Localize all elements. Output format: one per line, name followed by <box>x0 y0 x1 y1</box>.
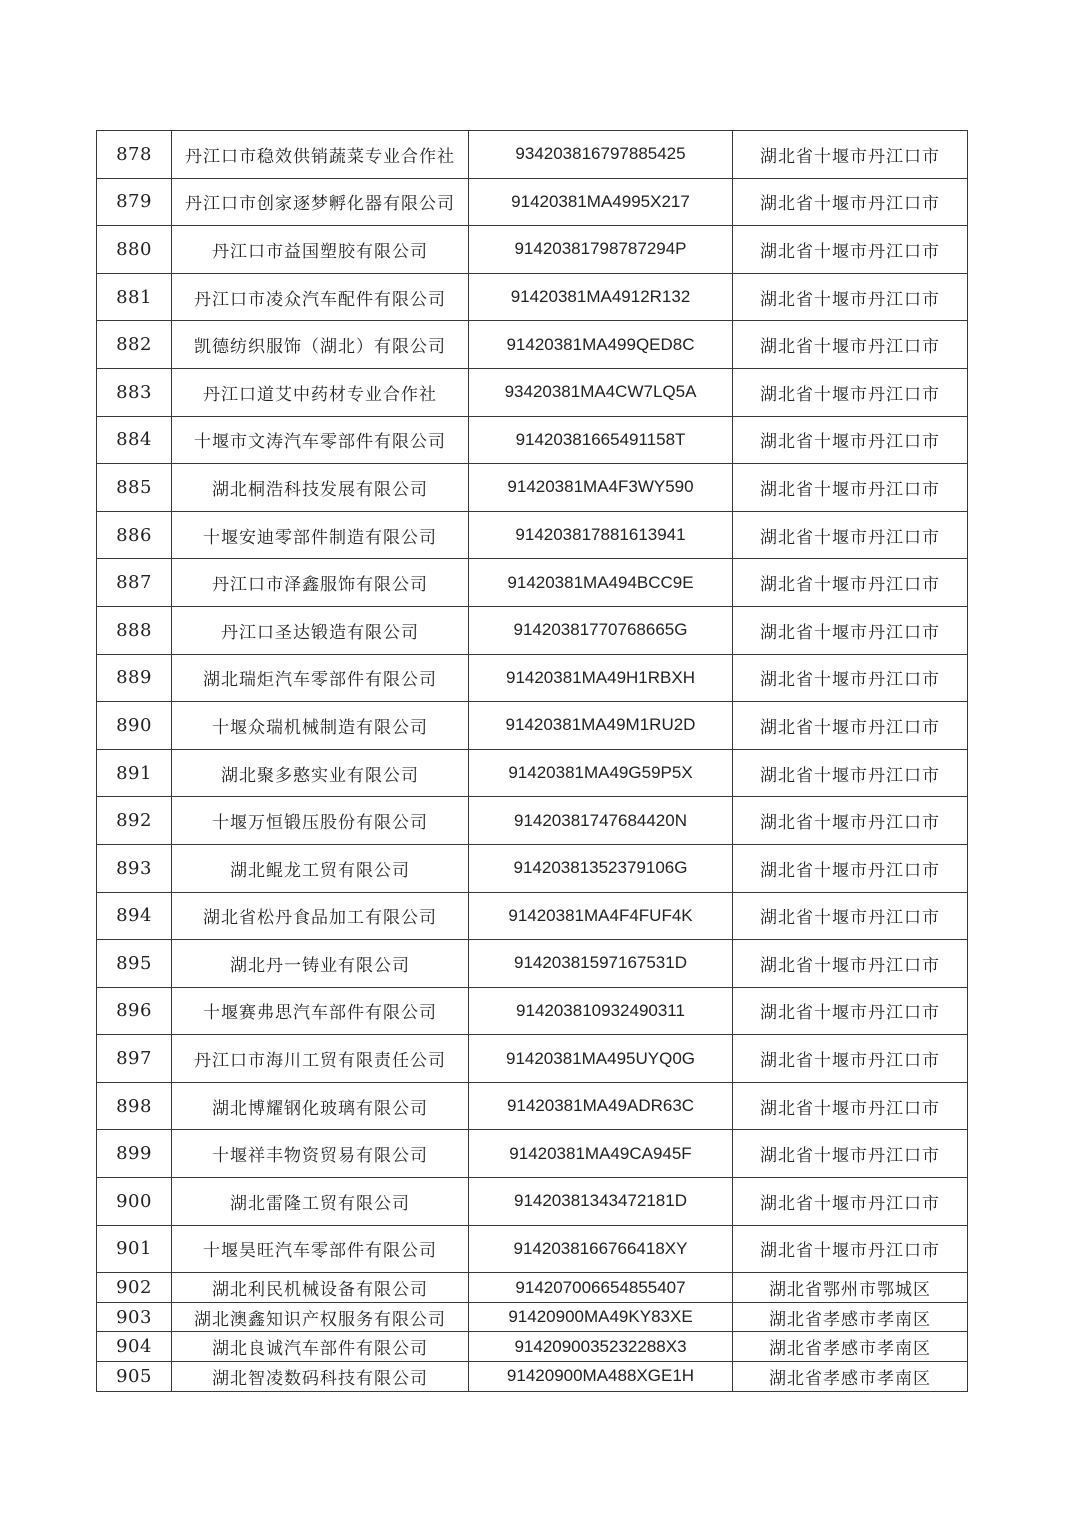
company-name-cell: 湖北澳鑫知识产权服务有限公司 <box>172 1302 469 1332</box>
row-number-cell: 899 <box>97 1130 172 1178</box>
credit-code-cell: 914203810932490311 <box>469 987 733 1035</box>
row-number-cell: 884 <box>97 416 172 464</box>
row-number-cell: 897 <box>97 1035 172 1083</box>
company-name-cell: 丹江口市创家逐梦孵化器有限公司 <box>172 178 469 226</box>
credit-code-cell: 914207006654855407 <box>469 1273 733 1303</box>
company-name-cell: 十堰昊旺汽车零部件有限公司 <box>172 1225 469 1273</box>
credit-code-cell: 91420381665491158T <box>469 416 733 464</box>
region-cell: 湖北省十堰市丹江口市 <box>733 178 968 226</box>
region-cell: 湖北省十堰市丹江口市 <box>733 321 968 369</box>
table-row <box>97 749 968 797</box>
row-number-cell: 889 <box>97 654 172 702</box>
table-row <box>97 368 968 416</box>
table-row <box>97 178 968 226</box>
company-name-cell: 十堰市文涛汽车零部件有限公司 <box>172 416 469 464</box>
row-number-cell: 885 <box>97 464 172 512</box>
credit-code-cell: 9142038166766418XY <box>469 1225 733 1273</box>
enterprise-registry-table <box>96 130 968 1392</box>
credit-code-cell: 91420381MA49H1RBXH <box>469 654 733 702</box>
table-row <box>97 654 968 702</box>
region-cell: 湖北省孝感市孝南区 <box>733 1332 968 1362</box>
row-number-cell: 895 <box>97 940 172 988</box>
table-row <box>97 844 968 892</box>
company-name-cell: 湖北省松丹食品加工有限公司 <box>172 892 469 940</box>
row-number-cell: 901 <box>97 1225 172 1273</box>
table-row <box>97 1362 968 1392</box>
region-cell: 湖北省十堰市丹江口市 <box>733 892 968 940</box>
table-row <box>97 1178 968 1226</box>
region-cell: 湖北省十堰市丹江口市 <box>733 1035 968 1083</box>
company-name-cell: 丹江口市稳效供销蔬菜专业合作社 <box>172 131 469 179</box>
row-number-cell: 878 <box>97 131 172 179</box>
row-number-cell: 892 <box>97 797 172 845</box>
credit-code-cell: 91420381MA49CA945F <box>469 1130 733 1178</box>
credit-code-cell: 91420381770768665G <box>469 606 733 654</box>
region-cell: 湖北省十堰市丹江口市 <box>733 464 968 512</box>
credit-code-cell: 934203816797885425 <box>469 131 733 179</box>
table-row <box>97 797 968 845</box>
company-name-cell: 十堰赛弗思汽车部件有限公司 <box>172 987 469 1035</box>
table-row <box>97 131 968 179</box>
region-cell: 湖北省十堰市丹江口市 <box>733 1178 968 1226</box>
company-name-cell: 湖北智凌数码科技有限公司 <box>172 1362 469 1392</box>
company-name-cell: 湖北利民机械设备有限公司 <box>172 1273 469 1303</box>
company-name-cell: 丹江口市凌众汽车配件有限公司 <box>172 273 469 321</box>
row-number-cell: 888 <box>97 606 172 654</box>
table-row <box>97 1130 968 1178</box>
company-name-cell: 湖北博耀钢化玻璃有限公司 <box>172 1082 469 1130</box>
row-number-cell: 904 <box>97 1332 172 1362</box>
table-row <box>97 1332 968 1362</box>
table-row <box>97 1035 968 1083</box>
company-name-cell: 丹江口圣达锻造有限公司 <box>172 606 469 654</box>
row-number-cell: 883 <box>97 368 172 416</box>
region-cell: 湖北省十堰市丹江口市 <box>733 416 968 464</box>
table-row <box>97 940 968 988</box>
credit-code-cell: 91420381MA499QED8C <box>469 321 733 369</box>
table-row <box>97 892 968 940</box>
region-cell: 湖北省十堰市丹江口市 <box>733 749 968 797</box>
company-name-cell: 十堰祥丰物资贸易有限公司 <box>172 1130 469 1178</box>
company-name-cell: 凯德纺织服饰（湖北）有限公司 <box>172 321 469 369</box>
table-row <box>97 1225 968 1273</box>
table-row <box>97 987 968 1035</box>
credit-code-cell: 91420900MA49KY83XE <box>469 1302 733 1332</box>
row-number-cell: 896 <box>97 987 172 1035</box>
region-cell: 湖北省鄂州市鄂城区 <box>733 1273 968 1303</box>
table-row <box>97 1082 968 1130</box>
company-name-cell: 湖北瑞炬汽车零部件有限公司 <box>172 654 469 702</box>
region-cell: 湖北省十堰市丹江口市 <box>733 702 968 750</box>
row-number-cell: 881 <box>97 273 172 321</box>
region-cell: 湖北省十堰市丹江口市 <box>733 273 968 321</box>
credit-code-cell: 91420381MA495UYQ0G <box>469 1035 733 1083</box>
row-number-cell: 886 <box>97 511 172 559</box>
credit-code-cell: 91420900MA488XGE1H <box>469 1362 733 1392</box>
registry-table-body <box>97 131 968 1392</box>
credit-code-cell: 91420381MA4995X217 <box>469 178 733 226</box>
region-cell: 湖北省十堰市丹江口市 <box>733 797 968 845</box>
region-cell: 湖北省十堰市丹江口市 <box>733 511 968 559</box>
region-cell: 湖北省孝感市孝南区 <box>733 1362 968 1392</box>
credit-code-cell: 91420381MA4F4FUF4K <box>469 892 733 940</box>
region-cell: 湖北省十堰市丹江口市 <box>733 1082 968 1130</box>
table-row <box>97 559 968 607</box>
region-cell: 湖北省十堰市丹江口市 <box>733 654 968 702</box>
table-row <box>97 321 968 369</box>
row-number-cell: 903 <box>97 1302 172 1332</box>
region-cell: 湖北省十堰市丹江口市 <box>733 131 968 179</box>
table-row <box>97 1273 968 1303</box>
row-number-cell: 890 <box>97 702 172 750</box>
row-number-cell: 882 <box>97 321 172 369</box>
company-name-cell: 湖北丹一铸业有限公司 <box>172 940 469 988</box>
table-row <box>97 273 968 321</box>
table-row <box>97 464 968 512</box>
region-cell: 湖北省十堰市丹江口市 <box>733 606 968 654</box>
region-cell: 湖北省十堰市丹江口市 <box>733 559 968 607</box>
row-number-cell: 891 <box>97 749 172 797</box>
credit-code-cell: 91420381597167531D <box>469 940 733 988</box>
credit-code-cell: 91420381798787294P <box>469 226 733 274</box>
region-cell: 湖北省孝感市孝南区 <box>733 1302 968 1332</box>
region-cell: 湖北省十堰市丹江口市 <box>733 987 968 1035</box>
credit-code-cell: 914203817881613941 <box>469 511 733 559</box>
company-name-cell: 丹江口道艾中药材专业合作社 <box>172 368 469 416</box>
credit-code-cell: 91420381747684420N <box>469 797 733 845</box>
company-name-cell: 湖北良诚汽车部件有限公司 <box>172 1332 469 1362</box>
row-number-cell: 894 <box>97 892 172 940</box>
region-cell: 湖北省十堰市丹江口市 <box>733 1130 968 1178</box>
region-cell: 湖北省十堰市丹江口市 <box>733 226 968 274</box>
company-name-cell: 湖北鲲龙工贸有限公司 <box>172 844 469 892</box>
row-number-cell: 902 <box>97 1273 172 1303</box>
credit-code-cell: 9142090035232288X3 <box>469 1332 733 1362</box>
table-row <box>97 226 968 274</box>
table-row <box>97 1302 968 1332</box>
credit-code-cell: 91420381343472181D <box>469 1178 733 1226</box>
credit-code-cell: 91420381MA4F3WY590 <box>469 464 733 512</box>
credit-code-cell: 91420381352379106G <box>469 844 733 892</box>
row-number-cell: 905 <box>97 1362 172 1392</box>
table-row <box>97 702 968 750</box>
company-name-cell: 十堰众瑞机械制造有限公司 <box>172 702 469 750</box>
company-name-cell: 十堰安迪零部件制造有限公司 <box>172 511 469 559</box>
row-number-cell: 898 <box>97 1082 172 1130</box>
company-name-cell: 湖北桐浩科技发展有限公司 <box>172 464 469 512</box>
row-number-cell: 900 <box>97 1178 172 1226</box>
credit-code-cell: 93420381MA4CW7LQ5A <box>469 368 733 416</box>
credit-code-cell: 91420381MA49M1RU2D <box>469 702 733 750</box>
credit-code-cell: 91420381MA49ADR63C <box>469 1082 733 1130</box>
region-cell: 湖北省十堰市丹江口市 <box>733 844 968 892</box>
row-number-cell: 893 <box>97 844 172 892</box>
table-row <box>97 511 968 559</box>
region-cell: 湖北省十堰市丹江口市 <box>733 368 968 416</box>
row-number-cell: 880 <box>97 226 172 274</box>
company-name-cell: 丹江口市海川工贸有限责任公司 <box>172 1035 469 1083</box>
region-cell: 湖北省十堰市丹江口市 <box>733 1225 968 1273</box>
company-name-cell: 湖北雷隆工贸有限公司 <box>172 1178 469 1226</box>
credit-code-cell: 91420381MA4912R132 <box>469 273 733 321</box>
company-name-cell: 丹江口市益国塑胶有限公司 <box>172 226 469 274</box>
region-cell: 湖北省十堰市丹江口市 <box>733 940 968 988</box>
table-row <box>97 416 968 464</box>
company-name-cell: 丹江口市泽鑫服饰有限公司 <box>172 559 469 607</box>
row-number-cell: 887 <box>97 559 172 607</box>
credit-code-cell: 91420381MA49G59P5X <box>469 749 733 797</box>
company-name-cell: 湖北聚多憨实业有限公司 <box>172 749 469 797</box>
credit-code-cell: 91420381MA494BCC9E <box>469 559 733 607</box>
company-name-cell: 十堰万恒锻压股份有限公司 <box>172 797 469 845</box>
table-row <box>97 606 968 654</box>
row-number-cell: 879 <box>97 178 172 226</box>
